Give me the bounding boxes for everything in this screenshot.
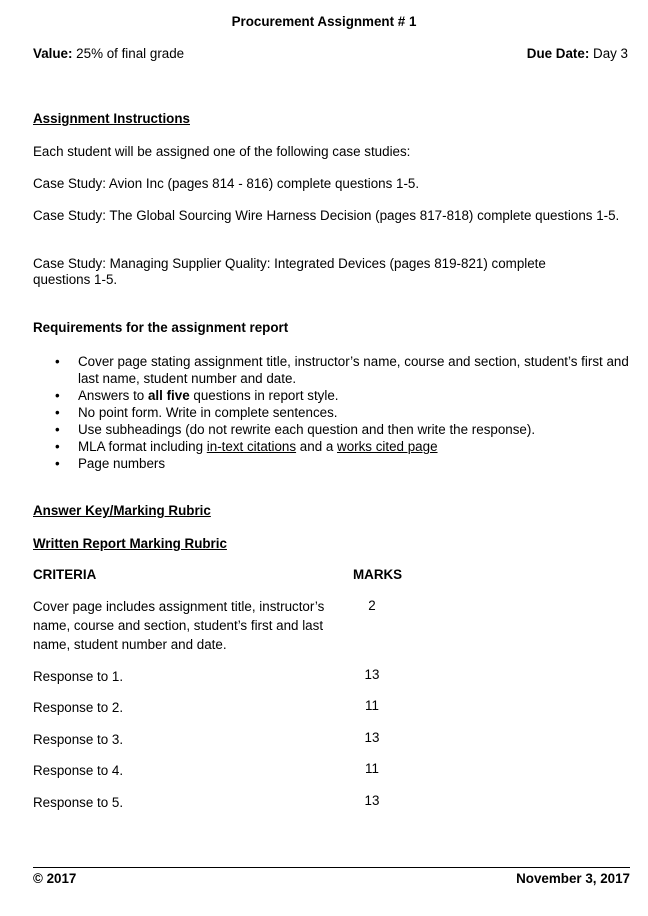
table-row [33,597,453,657]
case-study-2: Case Study: The Global Sourcing Wire Harness Decision (pages 817-818) complete questions 1-5. [33,208,620,223]
marks-cell: 2 [368,598,376,613]
requirement-text: Page numbers [78,456,166,471]
works-cited-text: works cited page [337,439,438,454]
list-item [33,387,633,404]
case-study-3: Case Study: Managing Supplier Quality: Integrated Devices (pages 819-821) complete questions 1-5. [33,256,546,287]
bullet-icon: • [55,354,60,369]
instructions-intro: Each student will be assigned one of the following case studies: [33,144,411,159]
list-item [33,421,633,438]
list-item [33,404,633,421]
table-row [33,730,453,750]
requirement-text: Cover page stating assignment title, instructor’s name, course and section, student’s first and last name, student number and date. [78,354,629,386]
requirement-text: Use subheadings (do not rewrite each question and then write the response). [78,422,536,437]
requirement-text: No point form. Write in complete sentences. [78,405,338,420]
bullet-icon: • [55,456,60,471]
criteria-cell: Response to 1. [33,669,124,684]
requirement-text: MLA format including [78,439,207,454]
requirement-text: questions in report style. [189,388,339,403]
case-study-1: Case Study: Avion Inc (pages 814 - 816) complete questions 1-5. [33,176,420,191]
value-text: 25% of final grade [72,46,185,61]
due-date-line [527,46,628,62]
instructions-heading: Assignment Instructions [33,111,190,126]
table-row [33,698,453,718]
marks-cell: 11 [365,698,379,713]
due-date-text: Day 3 [589,46,628,61]
value-line [33,46,184,62]
criteria-header: CRITERIA [33,567,97,582]
in-text-citations-text: in-text citations [206,439,297,454]
bullet-icon: • [55,405,60,420]
marks-header: MARKS [353,567,403,582]
bullet-icon: • [55,388,60,403]
list-item [33,438,633,455]
rubric-header-row [33,567,453,587]
requirement-emphasis: all five [147,388,190,403]
bullet-icon: • [55,422,60,437]
answer-key-heading: Answer Key/Marking Rubric [33,503,211,518]
requirement-text: and a [296,439,338,454]
value-label: Value: [33,46,73,61]
list-item [33,455,633,472]
page-title: Procurement Assignment # 1 [231,14,417,29]
criteria-cell: Response to 2. [33,700,124,715]
criteria-cell: Response to 5. [33,795,124,810]
table-row [33,793,453,813]
criteria-cell: Cover page includes assignment title, instructor’s name, course and section, student’s first and last name, student number and date. [33,599,325,652]
table-row [33,667,453,687]
marks-cell: 13 [364,793,380,808]
criteria-cell: Response to 3. [33,732,124,747]
marks-cell: 11 [365,761,379,776]
requirement-text: Answers to [78,388,148,403]
bullet-icon: • [55,439,60,454]
rubric-heading: Written Report Marking Rubric [33,536,227,551]
table-row [33,761,453,781]
due-date-label: Due Date: [526,46,590,61]
footer-divider [33,867,630,868]
list-item [33,353,633,387]
footer-copyright: © 2017 [33,871,77,886]
footer-date: November 3, 2017 [516,871,630,886]
marks-cell: 13 [364,667,380,682]
requirements-list [33,353,633,472]
criteria-cell: Response to 4. [33,763,124,778]
requirements-heading: Requirements for the assignment report [33,320,289,335]
marks-cell: 13 [364,730,380,745]
